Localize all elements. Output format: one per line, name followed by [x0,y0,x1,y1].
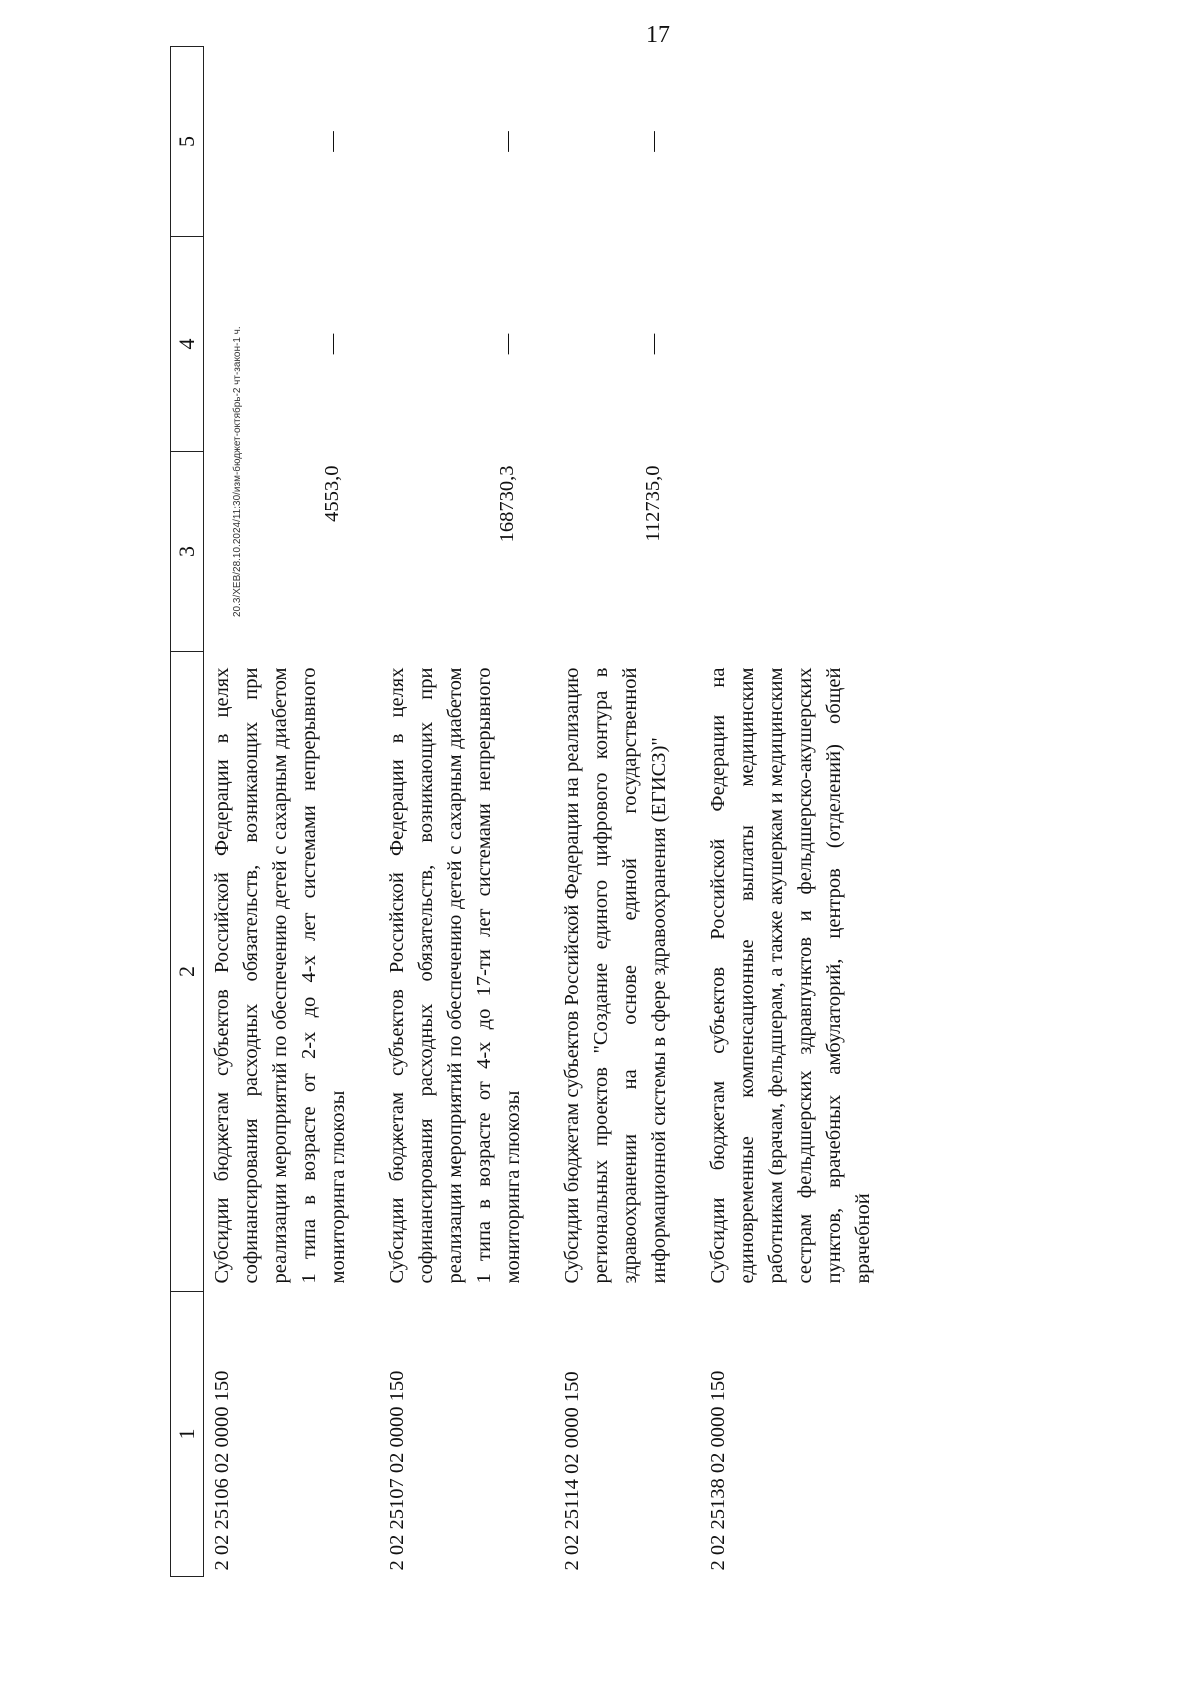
row-description: Субсидии бюджетам субъектов Российской Федерации на единовременные компенсационные выплаты медицинским работникам (врачам, фельдшерам, а также акушеркам и медицинским сестрам фельдшерских здравпунктов и фельдшерско-акушерских пунктов, врачебных амбулаторий, центров (отделений) общей врачебной [707,667,874,1284]
row-value-col3: 4553,0 [321,465,343,522]
row-code: 2 02 25107 02 0000 150 [386,1370,408,1571]
rotated-table-area [0,17,1100,1617]
document-footer-note: 20.3/ХЕВ/28.10.2024/11:30/изм-бюджет-октябрь-2 чт-закон-1 ч. [232,326,243,617]
row-code: 2 02 25106 02 0000 150 [211,1370,233,1571]
row-code: 2 02 25114 02 0000 150 [561,1371,583,1571]
row-description: Субсидии бюджетам субъектов Российской Федерации в целях софинансирования расходных обязательств, возникающих при реализации мероприятий по обеспечению детей с сахарным диабетом 1 типа в возрасте от 4-х до 17-ти лет системами непрерывного мониторинга глюкозы [386,667,524,1284]
table-row [700,47,878,1577]
row-value-col3: 168730,3 [496,465,518,543]
header-col-1: 1 [171,1292,204,1577]
row-value-col5: — [321,131,343,152]
table-row [379,47,554,1577]
row-value-col4 [700,237,878,452]
row-description: Субсидии бюджетам субъектов Российской Федерации на реализацию региональных проектов "Создание единого цифрового контура в здравоохранении на основе единой государственной информационной системы в сфере здравоохранения (ЕГИСЗ)" [561,667,670,1284]
row-value-col5: — [642,131,664,152]
row-description: Субсидии бюджетам субъектов Российской Федерации в целях софинансирования расходных обязательств, возникающих при реализации мероприятий по обеспечению детей с сахарным диабетом 1 типа в возрасте от 2-х до 4-х лет системами непрерывного мониторинга глюкозы [211,667,349,1284]
revenue-table [170,46,878,1577]
header-col-3: 3 [171,452,204,652]
table-row [204,47,380,1577]
row-value-col5 [700,47,878,237]
row-value-col5: — [496,131,518,152]
row-value-col4: — [321,333,343,355]
row-code: 2 02 25138 02 0000 150 [707,1370,729,1571]
page-number: 17 [646,22,670,48]
header-col-5: 5 [171,47,204,237]
row-value-col3 [700,452,878,652]
header-col-2: 2 [171,652,204,1292]
table-row [554,47,700,1577]
row-value-col3: 112735,0 [642,465,664,542]
row-value-col4: — [496,333,518,355]
row-value-col4: — [642,333,664,355]
table-header-row [171,47,204,1577]
header-col-4: 4 [171,237,204,452]
